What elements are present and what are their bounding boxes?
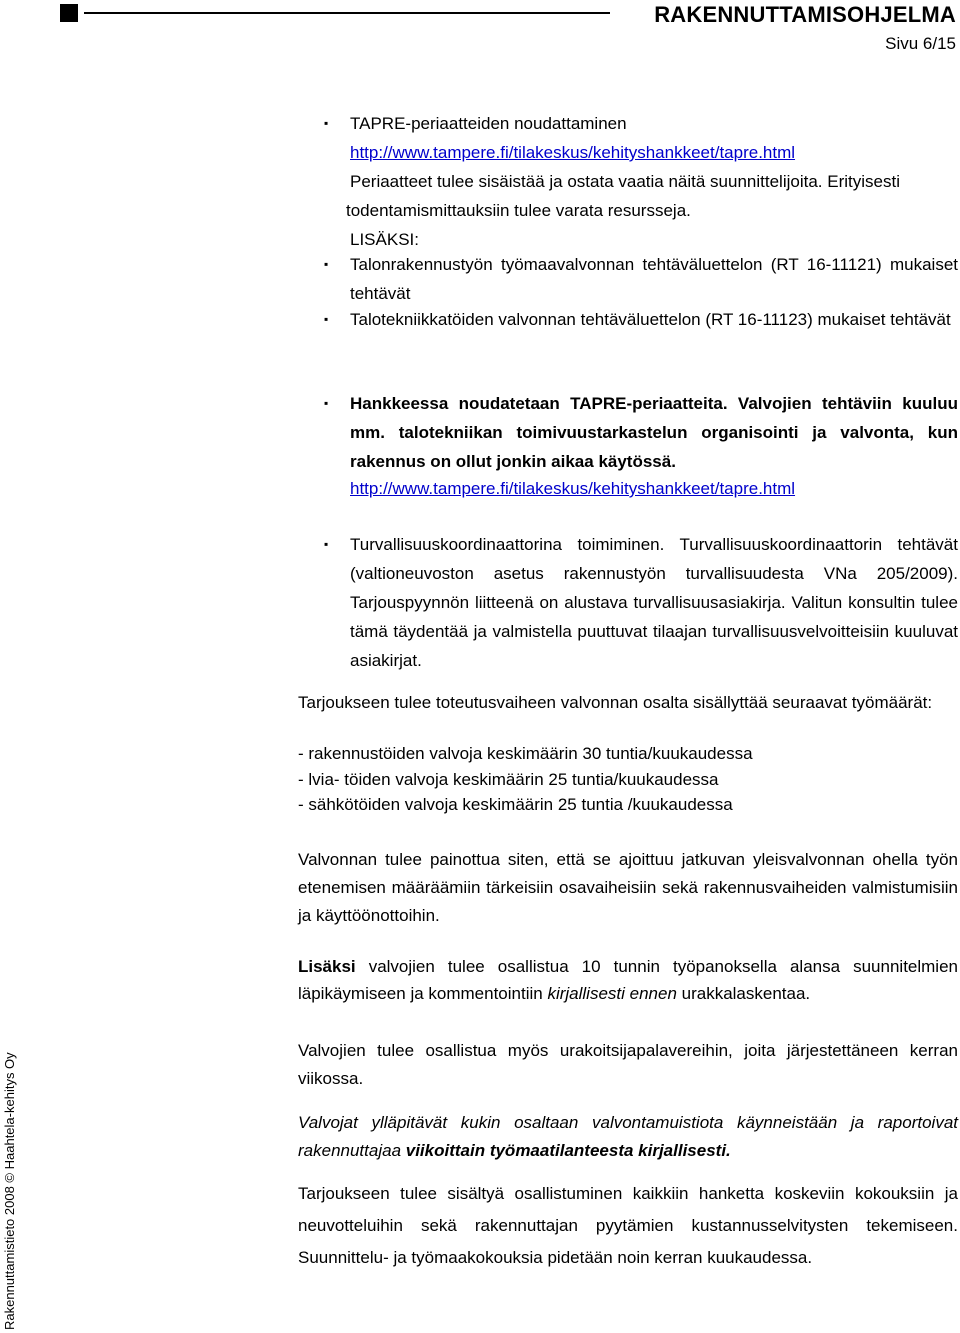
paragraph-lisaksi — [298, 953, 958, 1007]
bullet-item-talotekniikka: Talotekniikkatöiden valvonnan tehtäväluettelon (RT 16-11123) mukaiset tehtävät — [350, 310, 951, 329]
paragraph-kokoukset: Tarjoukseen tulee sisältyä osallistuminen kaikkiin hanketta koskeviin kokouksiin ja neuvotteluihin sekä rakennuttajan pyytämien kustannusselvitysten tekemiseen. Suunnittelu- ja työmaakokouksia pidetään noin kerran kuukaudessa. — [298, 1184, 958, 1267]
lisaksi-italic: kirjallisesti ennen — [547, 984, 677, 1003]
bullet-item-text-continued — [346, 196, 960, 225]
muistio-bold-italic: viikoittain työmaatilanteesta kirjallisesti. — [405, 1141, 731, 1160]
bullet-marker: ▪ — [324, 396, 329, 410]
bullet-item-tapre — [350, 109, 960, 196]
paragraph-valvonta: Valvonnan tulee painottua siten, että se ajoittuu jatkuvan yleisvalvonnan ohella työn etenemisen määräämiin tärkeisiin osavaiheisiin sekä rakennusvaiheiden valmistumisiin ja käyttöönottoihin. — [298, 850, 958, 925]
tarjous-list — [298, 741, 938, 818]
bullet-item-text: Periaatteet tulee sisäistää ja ostata vaatia näitä suunnittelijoita. Erityisesti — [350, 172, 900, 191]
tarjous-line-rakennus: - rakennustöiden valvoja keskimäärin 30 tuntia/kuukaudessa — [298, 744, 753, 763]
lisaksi-label: LISÄKSI: — [350, 230, 419, 249]
bullet-marker: ▪ — [324, 537, 329, 551]
paragraph-muistio — [298, 1109, 958, 1165]
bullet-item-talonrakennus: Talonrakennustyön työmaavalvonnan tehtäväluettelon (RT 16-11121) mukaiset tehtävät — [350, 255, 958, 303]
copyright-side-text: Rakennuttamistieto 2008 © Haahtela-kehitys Oy — [2, 1052, 17, 1330]
header-marker-square — [60, 4, 78, 22]
bullet-marker: ▪ — [324, 312, 329, 326]
muistio-italic: Valvojat ylläpitävät kukin osaltaan valvontamuistiota käynneistään ja raportoivat rakennuttajaa — [298, 1113, 958, 1160]
tarjous-line-sahko: - sähkötöiden valvoja keskimäärin 25 tuntia /kuukaudessa — [298, 795, 733, 814]
tapre-link-2[interactable]: http://www.tampere.fi/tilakeskus/kehityshankkeet/tapre.html — [350, 479, 796, 498]
lisaksi-text-2: urakkalaskentaa. — [676, 984, 811, 1003]
bullet-item-title: TAPRE-periaatteiden noudattaminen — [350, 114, 627, 133]
tapre-link[interactable]: http://www.tampere.fi/tilakeskus/kehityshankkeet/tapre.html — [350, 143, 796, 162]
header-rule — [84, 12, 610, 14]
lisaksi-text-1: valvojien tulee osallistua 10 tunnin työpanoksella alansa suunnitelmien läpikäymiseen ja kommentointiin — [298, 957, 958, 1003]
page-number: Sivu 6/15 — [885, 34, 956, 53]
paragraph-palaverit: Valvojien tulee osallistua myös urakoitsijapalavereihin, joita järjestettäneen kerran viikossa. — [298, 1041, 958, 1088]
bullet-marker: ▪ — [324, 257, 329, 271]
tarjous-intro: Tarjoukseen tulee toteutusvaiheen valvonnan osalta sisällyttää seuraavat työmäärät: — [298, 693, 933, 712]
bullet-item-text-2: todentamismittauksiin tulee varata resursseja. — [346, 201, 691, 220]
tarjous-line-lvia: - lvia- töiden valvoja keskimäärin 25 tuntia/kuukaudessa — [298, 769, 719, 789]
bullet-marker: ▪ — [324, 116, 329, 130]
document-title: RAKENNUTTAMISOHJELMA — [654, 2, 956, 27]
bullet-item-tapre-bold: Hankkeessa noudatetaan TAPRE-periaatteita. Valvojien tehtäviin kuuluu mm. talotekniikan toimivuustarkastelun organisointi ja valvonta, kun rakennus on ollut jonkin aikaa käytössä. — [350, 394, 958, 471]
lisaksi-bold: Lisäksi — [298, 957, 356, 976]
bullet-item-turvallisuus: Turvallisuuskoordinaattorina toimiminen. Turvallisuuskoordinaattorin tehtävät (valtioneuvoston asetus rakennustyön turvallisuudesta VNa 205/2009). Tarjouspyynnön liitteenä on alustava turvallisuusasiakirja. Valitun konsultin tulee tämä täydentää ja valmistella puuttuvat tilaajan turvallisuusvelvoitteisiin kuuluvat asiakirjat. — [350, 535, 958, 670]
